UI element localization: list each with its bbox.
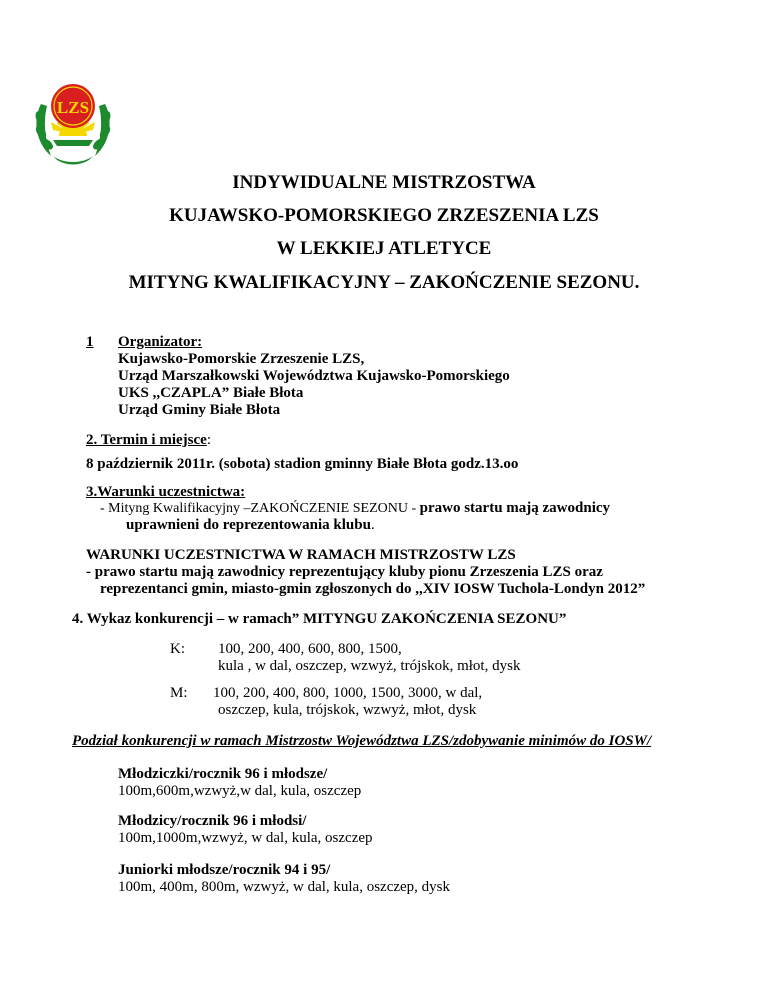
section-3-heading: 3.Warunki uczestnictwa: [86,484,246,500]
k-events-line-1: 100, 200, 400, 600, 800, 1500, [218,641,402,657]
group-name: Młodziczki/rocznik 96 i młodsze/ [118,766,328,782]
title-line-4: MITYNG KWALIFIKACYJNY – ZAKOŃCZENIE SEZONU. [128,272,640,293]
section-2-heading: 2. Termin i miejsce [86,432,207,448]
m-events-line-1: 100, 200, 400, 800, 1000, 1500, 3000, w dal, [213,685,483,701]
group-name: Młodzicy/rocznik 96 i młodsi/ [118,813,307,829]
organizer-line: Urząd Gminy Białe Błota [118,402,281,418]
title-line-2: KUJAWSKO-POMORSKIEGO ZRZESZENIA LZS [169,205,599,226]
m-label: M: [170,685,188,701]
warunki-line-2: reprezentanci gmin, miasto-gmin zgłoszonych do ,,XIV IOSW Tuchola-Londyn 2012” [100,581,646,597]
m-events-line-2: oszczep, kula, trójskok, wzwyż, młot, dysk [218,702,477,718]
podzial-heading: Podział konkurencji w ramach Mistrzostw Województwa LZS/zdobywanie minimów do IOSW/ [72,733,652,749]
warunki-heading: WARUNKI UCZESTNICTWA W RAMACH MISTRZOSTW LZS [86,547,516,563]
organizer-line: Kujawsko-Pomorskie Zrzeszenie LZS, [118,351,365,367]
section-3-line-1 [100,500,610,517]
section-3-text: - Mityng Kwalifikacyjny –ZAKOŃCZENIE SEZONU - [100,501,420,516]
lzs-logo [31,74,115,166]
group-events: 100m,600m,wzwyż,w dal, kula, oszczep [118,783,362,799]
warunki-line-1: - prawo startu mają zawodnicy reprezentujący kluby pionu Zrzeszenia LZS oraz [86,564,603,580]
section-3-bold: prawo startu mają zawodnicy [419,500,611,516]
section-2-colon: : [206,432,211,448]
section-4-heading: 4. Wykaz konkurencji – w ramach” MITYNGU ZAKOŃCZENIA SEZONU” [72,611,567,627]
group-name: Juniorki młodsze/rocznik 94 i 95/ [118,862,331,878]
k-events-line-2: kula , w dal, oszczep, wzwyż, trójskok, młot, dysk [218,658,521,674]
section-2-heading-row [86,432,211,449]
k-label: K: [170,641,185,657]
section-1-number: 1 [86,334,94,350]
group-events: 100m,1000m,wzwyż, w dal, kula, oszczep [118,830,373,846]
organizer-line: Urząd Marszałkowski Województwa Kujawsko-Pomorskiego [118,368,510,384]
title-line-3: W LEKKIEJ ATLETYCE [276,238,492,259]
group-events: 100m, 400m, 800m, wzwyż, w dal, kula, oszczep, dysk [118,879,451,895]
title-line-1: INDYWIDUALNE MISTRZOSTWA [232,172,536,193]
section-3-bold-2: uprawnieni do reprezentowania klubu [126,517,371,533]
organizer-line: UKS ,,CZAPLA” Białe Błota [118,385,304,401]
date-place-line: 8 październik 2011r. (sobota) stadion gminny Białe Błota godz.13.oo [86,456,519,472]
logo-text: LZS [56,98,90,117]
section-3-line-2 [126,517,375,534]
section-1-heading: Organizator: [118,334,203,350]
section-3-period: . [370,517,375,533]
